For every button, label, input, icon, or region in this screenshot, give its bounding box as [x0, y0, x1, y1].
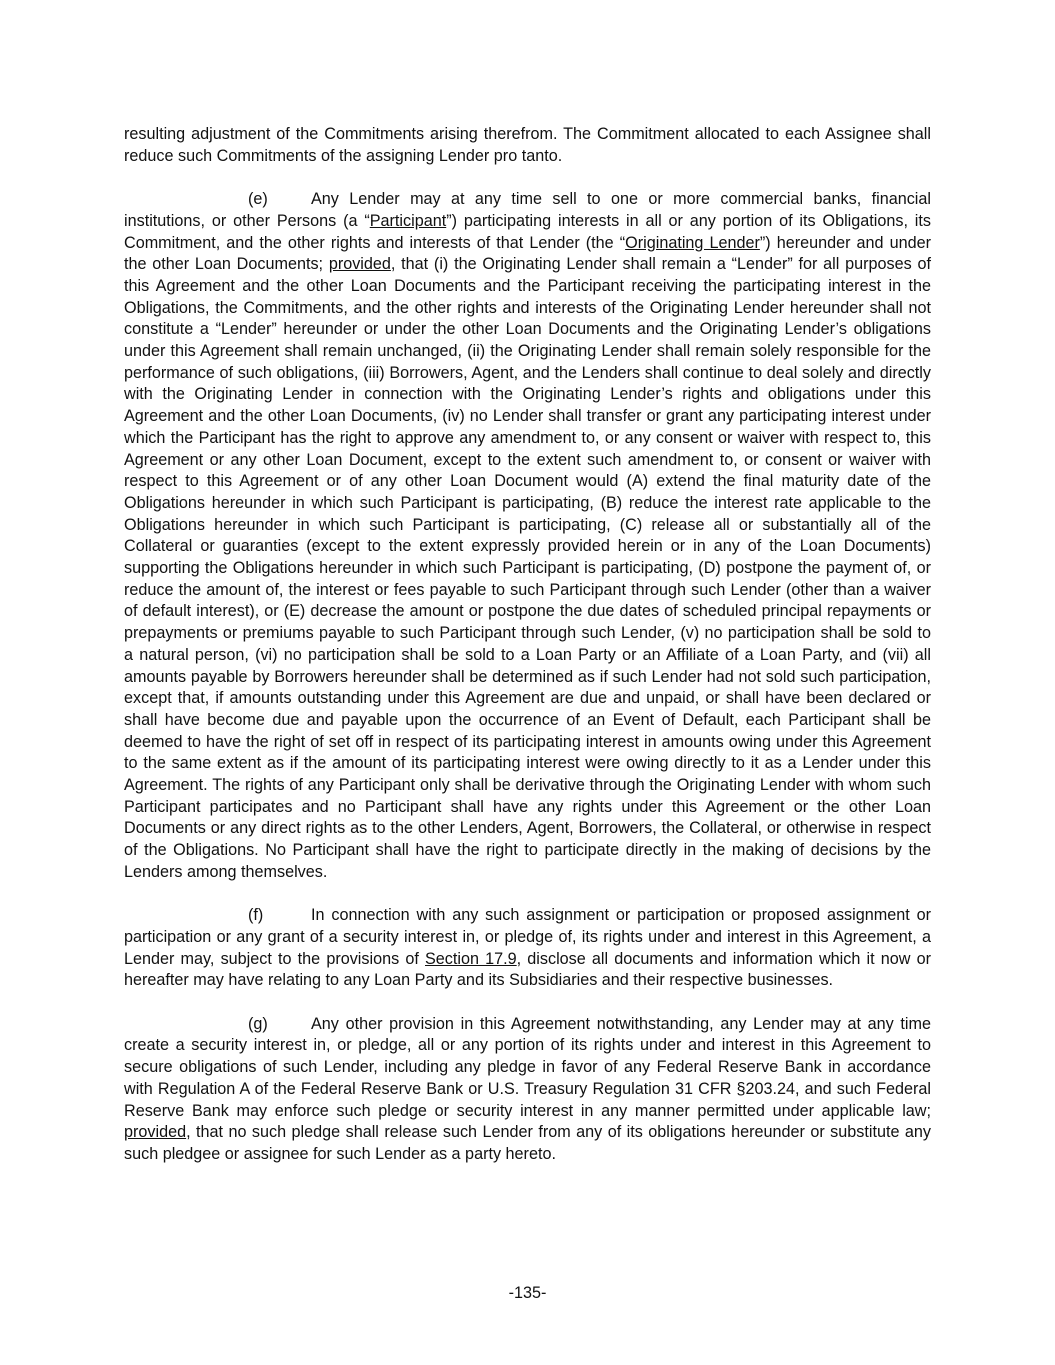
clause-label-f: (f): [248, 906, 264, 925]
paragraph-intro: resulting adjustment of the Commitments arising therefrom. The Commitment allocated to each Assignee shall reduce such Commitments of the assigning Lender pro tanto.: [124, 125, 931, 165]
paragraph-e-text-3: ”) hereunder and under the other Loan Documents;: [124, 233, 932, 274]
paragraph-f-text-2: , disclose all documents and information which it now or hereafter may have relating to any Loan Party and its Subsidiaries and their respective businesses.: [124, 949, 931, 990]
provided-term-g: provided: [124, 1123, 187, 1142]
paragraph-f: [124, 905, 931, 992]
defined-term-participant: Participant: [369, 211, 447, 230]
defined-term-originating-lender: Originating Lender: [625, 233, 760, 252]
clause-label-g: (g): [248, 1014, 268, 1033]
section-reference-17-9: Section 17.9: [425, 949, 517, 968]
paragraph-e-text-1: Any Lender may at any time sell to one or more commercial banks, financial institutions, or other Persons (a “: [124, 190, 931, 230]
paragraph-f-text-1: In connection with any such assignment or participation or proposed assignment or participation or any grant of a security interest in, or pledge of, its rights under and interest in this Agreement, a Lender may, subject to the provisions of: [124, 906, 931, 968]
clause-label-e: (e): [248, 190, 268, 209]
paragraph-g: [124, 1014, 931, 1166]
paragraph-e-text-2: ”) participating interests in all or any portion of its Obligations, its Commitment, and the other rights and interests of that Lender (the “: [124, 211, 931, 252]
paragraph-e: [124, 189, 931, 884]
document-page: [124, 124, 931, 1187]
paragraph-e-text-4: , that (i) the Originating Lender shall remain a “Lender” for all purposes of this Agreement and the other Loan Documents and the Participant receiving the participating interest in the Obligations, the Commitments, and the other rights and interests of the Originating Lender hereunder shall not constitute a “Lender” hereunder or under the other Loan Documents and the Originating Lender’s obligations under this Agreement shall remain unchanged, (ii) the Originating Lender shall remain solely responsible for the performance of such obligations, (iii) Borrowers, Agent, and the Lenders shall continue to deal solely and directly with the Originating Lender in connection with the Originating Lender’s rights and obligations under this Agreement and the other Loan Documents, (iv) no Lender shall transfer or grant any participating interest under which the Participant has the right to approve any amendment to, or any consent or waiver with respect to, this Agreement or any other Loan Document, except to the extent such amendment to, or consent or waiver with respect to this Agreement or of any other Loan Document would (A) extend the final maturity date of the Obligations hereunder in which such Participant is participating, (B) reduce the interest rate applicable to the Obligations hereunder in which such Participant is participating, (C) release all or substantially all of the Collateral or guaranties (except to the extent expressly provided herein or in any of the Loan Documents) supporting the Obligations hereunder in which such Participant is participating, (D) postpone the payment of, or reduce the amount of, the interest or fees payable to such Participant through such Lender (other than a waiver of default interest), or (E) decrease the amount or postpone the due dates of scheduled principal repayments or prepayments or premiums payable to such Participant through such Lender, (v) no participation shall be sold to a natural person, (vi) no participation shall be sold to a Loan Party or an Affiliate of a Loan Party, and (vii) all amounts payable by Borrowers hereunder shall be determined as if such Lender had not sold such participation, except that, if amounts outstanding under this Agreement are due and unpaid, or shall have been declared or shall have become due and payable upon the occurrence of an Event of Default, each Participant shall be deemed to have the right of set off in respect of its participating interest in amounts owing under this Agreement to the same extent as if the amount of its participating interest were owing directly to it as a Lender under this Agreement. The rights of any Participant only shall be derivative through the Originating Lender with whom such Participant participates and no Participant shall have any rights under this Agreement or the other Loan Documents or any direct rights as to the other Lenders, Agent, Borrowers, the Collateral, or otherwise in respect of the Obligations. No Participant shall have the right to participate directly in the making of decisions by the Lenders among themselves.: [124, 255, 931, 881]
provided-term-e: provided: [328, 255, 391, 274]
page-number: -135-: [508, 1284, 547, 1302]
paragraph-g-text-1: Any other provision in this Agreement notwithstanding, any Lender may at any time create a security interest in, or pledge, all or any portion of its rights under and interest in this Agreement to secure obligations of such Lender, including any pledge in favor of any Federal Reserve Bank in accordance with Regulation A of the Federal Reserve Bank or U.S. Treasury Regulation 31 CFR §203.24, and such Federal Reserve Bank may enforce such pledge or security interest in any manner permitted under applicable law;: [124, 1014, 931, 1120]
paragraph-g-text-2: , that no such pledge shall release such Lender from any of its obligations hereunder or substitute any such pledgee or assignee for such Lender as a party hereto.: [124, 1123, 931, 1163]
